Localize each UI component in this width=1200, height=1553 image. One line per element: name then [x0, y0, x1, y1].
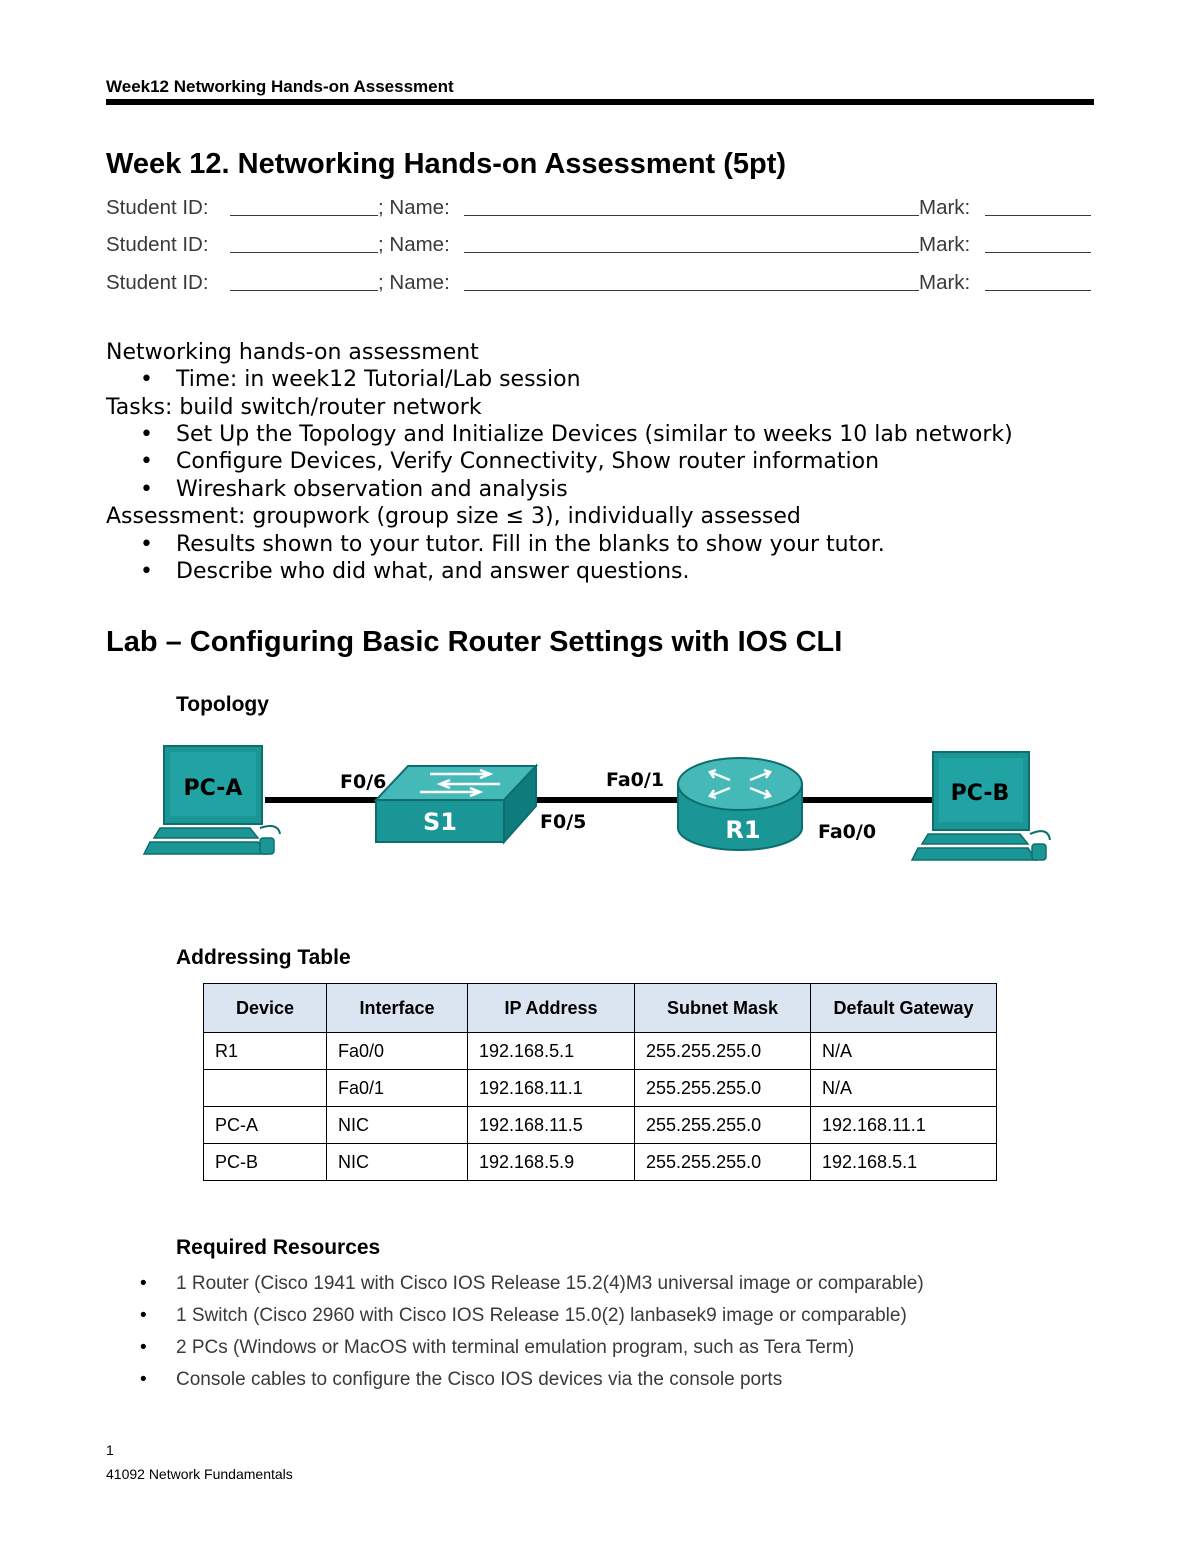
student-id-label: Student ID:: [106, 271, 209, 294]
document-title: Week 12. Networking Hands-on Assessment (5pt): [106, 148, 787, 180]
bullet-icon: •: [140, 1305, 147, 1326]
pc-b-label: PC-B: [950, 781, 1010, 806]
table-cell: 192.168.5.1: [468, 1033, 635, 1070]
mark-blank[interactable]: [985, 233, 1091, 259]
port-label-fa01: Fa0/1: [606, 769, 665, 791]
list-item: • Set Up the Topology and Initialize Devices (similar to weeks 10 lab network): [140, 422, 1013, 447]
name-blank[interactable]: [464, 233, 919, 259]
bullet-icon: •: [140, 1273, 147, 1294]
mark-blank[interactable]: [985, 196, 1091, 222]
topology-heading: Topology: [176, 693, 269, 716]
table-row: [204, 1144, 997, 1181]
table-cell: 255.255.255.0: [635, 1033, 811, 1070]
list-item: • Wireshark observation and analysis: [140, 477, 568, 502]
addressing-heading: Addressing Table: [176, 946, 351, 969]
table-cell: PC-B: [204, 1144, 327, 1181]
intro-heading: Networking hands-on assessment: [106, 340, 479, 365]
table-header-row: [204, 984, 997, 1033]
list-item: • 2 PCs (Windows or MacOS with terminal emulation program, such as Tera Term): [140, 1337, 855, 1358]
mark-label: Mark:: [919, 271, 971, 294]
table-cell: Fa0/0: [327, 1033, 468, 1070]
table-cell: 255.255.255.0: [635, 1070, 811, 1107]
table-cell: Fa0/1: [327, 1070, 468, 1107]
column-header: Device: [204, 984, 327, 1033]
mark-blank[interactable]: [985, 271, 1091, 297]
student-row: [106, 196, 1096, 224]
table-cell: [204, 1070, 327, 1107]
name-label: ; Name:: [378, 196, 450, 219]
list-item: • Time: in week12 Tutorial/Lab session: [140, 367, 581, 392]
bullet-icon: •: [140, 367, 153, 392]
pc-a-label: PC-A: [183, 776, 243, 801]
student-row: [106, 233, 1096, 261]
footer-course: 41092 Network Fundamentals: [106, 1466, 293, 1482]
table-cell: N/A: [811, 1070, 997, 1107]
list-item: • Configure Devices, Verify Connectivity, Show router information: [140, 449, 880, 474]
column-header: Interface: [327, 984, 468, 1033]
running-header: Week12 Networking Hands-on Assessment: [106, 77, 454, 96]
table-cell: 255.255.255.0: [635, 1144, 811, 1181]
student-row: [106, 271, 1096, 299]
switch-s1-icon: [376, 766, 536, 842]
r1-label: R1: [725, 816, 761, 844]
mark-label: Mark:: [919, 196, 971, 219]
table-cell: 192.168.5.1: [811, 1144, 997, 1181]
port-label-f05: F0/5: [540, 811, 587, 833]
table-row: [204, 1107, 997, 1144]
table-cell: R1: [204, 1033, 327, 1070]
table-cell: 192.168.11.5: [468, 1107, 635, 1144]
column-header: IP Address: [468, 984, 635, 1033]
table-cell: 192.168.5.9: [468, 1144, 635, 1181]
table-row: [204, 1070, 997, 1107]
assessment-heading: Assessment: groupwork (group size ≤ 3), individually assessed: [106, 504, 801, 529]
name-blank[interactable]: [464, 271, 919, 297]
bullet-icon: •: [140, 449, 153, 474]
table-cell: NIC: [327, 1144, 468, 1181]
port-label-fa00: Fa0/0: [818, 821, 877, 843]
table-cell: 192.168.11.1: [811, 1107, 997, 1144]
list-item: • 1 Switch (Cisco 2960 with Cisco IOS Release 15.0(2) lanbasek9 image or comparable): [140, 1305, 907, 1326]
pc-b-icon: [912, 752, 1050, 860]
name-label: ; Name:: [378, 271, 450, 294]
router-r1-icon: [678, 758, 802, 850]
name-blank[interactable]: [464, 196, 919, 222]
student-id-blank[interactable]: [230, 233, 378, 259]
table-cell: PC-A: [204, 1107, 327, 1144]
table-cell: 192.168.11.1: [468, 1070, 635, 1107]
table-cell: 255.255.255.0: [635, 1107, 811, 1144]
list-item: • Console cables to configure the Cisco IOS devices via the console ports: [140, 1369, 783, 1390]
list-item: • Describe who did what, and answer questions.: [140, 559, 690, 584]
topology-diagram: [140, 738, 1070, 868]
student-id-blank[interactable]: [230, 196, 378, 222]
lab-title: Lab – Configuring Basic Router Settings with IOS CLI: [106, 626, 843, 658]
tasks-heading: Tasks: build switch/router network: [106, 395, 482, 420]
port-label-f06: F0/6: [340, 771, 387, 793]
column-header: Subnet Mask: [635, 984, 811, 1033]
list-item: • Results shown to your tutor. Fill in the blanks to show your tutor.: [140, 532, 885, 557]
bullet-icon: •: [140, 422, 153, 447]
s1-label: S1: [423, 808, 457, 836]
list-item: • 1 Router (Cisco 1941 with Cisco IOS Release 15.2(4)M3 universal image or comparable): [140, 1273, 924, 1294]
bullet-icon: •: [140, 559, 153, 584]
bullet-icon: •: [140, 1337, 147, 1358]
addressing-table: [203, 983, 997, 1181]
table-cell: N/A: [811, 1033, 997, 1070]
header-rule: [106, 99, 1094, 105]
student-id-label: Student ID:: [106, 196, 209, 219]
table-row: [204, 1033, 997, 1070]
table-cell: NIC: [327, 1107, 468, 1144]
mark-label: Mark:: [919, 233, 971, 256]
student-id-blank[interactable]: [230, 271, 378, 297]
resources-heading: Required Resources: [176, 1236, 381, 1259]
bullet-icon: •: [140, 1369, 147, 1390]
page-number: 1: [106, 1442, 114, 1458]
name-label: ; Name:: [378, 233, 450, 256]
bullet-icon: •: [140, 532, 153, 557]
bullet-icon: •: [140, 477, 153, 502]
column-header: Default Gateway: [811, 984, 997, 1033]
pc-a-icon: [144, 746, 280, 854]
student-id-label: Student ID:: [106, 233, 209, 256]
